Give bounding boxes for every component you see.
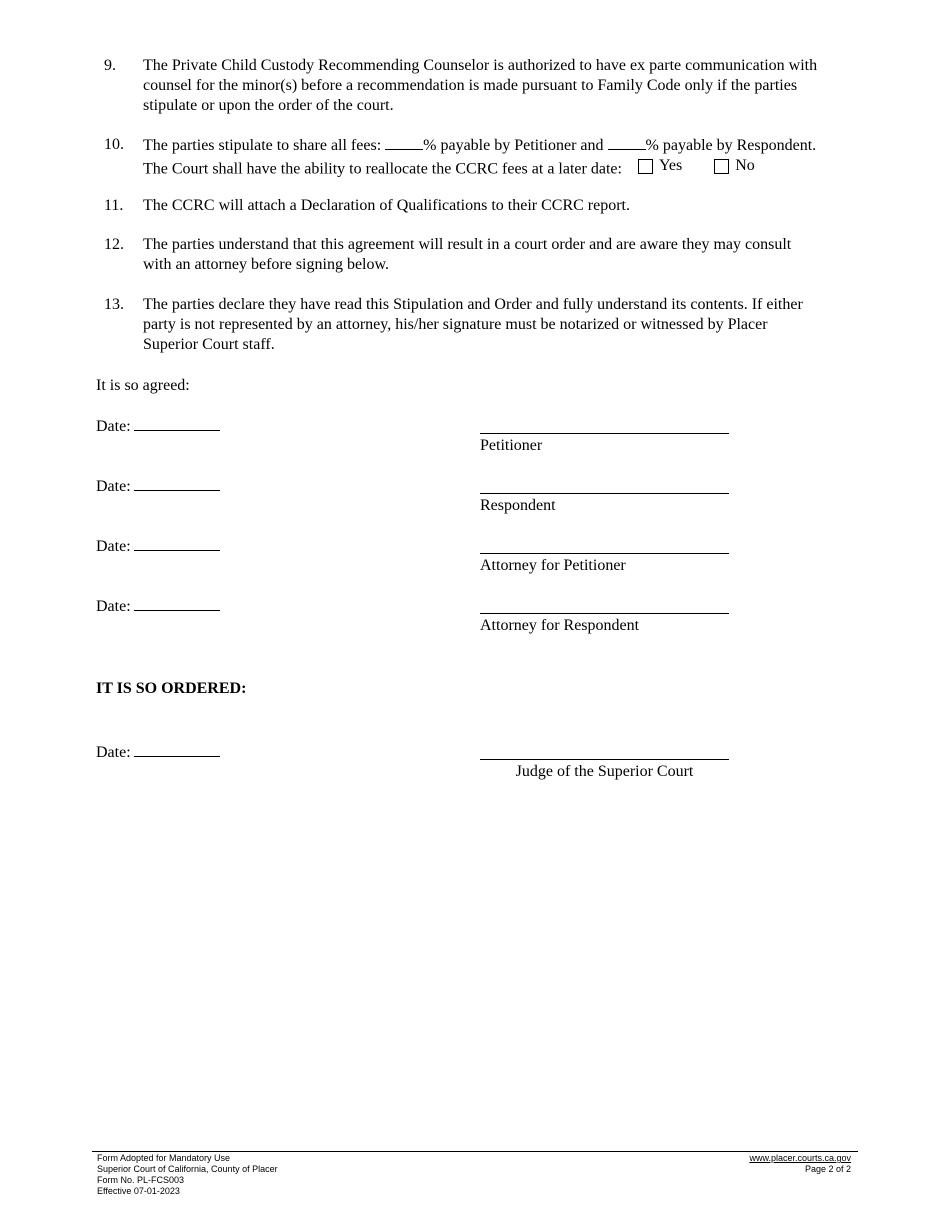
footer-left <box>97 1153 278 1197</box>
item-text <box>143 196 873 216</box>
agreed-heading: It is so agreed: <box>96 377 190 394</box>
date-label: Date: <box>96 418 131 435</box>
realloc-text: The Court shall have the ability to reallocate the CCRC fees at a later date: <box>143 160 622 178</box>
footer-line: Form Adopted for Mandatory Use <box>97 1153 231 1163</box>
no-label: No <box>735 157 755 174</box>
attorney-petitioner-label: Attorney for Petitioner <box>480 557 626 574</box>
date-blank[interactable] <box>134 476 220 491</box>
respondent-percent-field[interactable] <box>608 135 646 150</box>
attorney-petitioner-signature-line[interactable] <box>480 553 729 554</box>
yes-option[interactable] <box>638 156 682 176</box>
date-label: Date: <box>96 478 131 495</box>
text-line: The Private Child Custody Recommending Counselor is authorized to have ex parte communication with <box>143 57 818 74</box>
date-blank[interactable] <box>134 536 220 551</box>
website-link[interactable]: www.placer.courts.ca.gov <box>749 1153 851 1163</box>
date-field-judge[interactable] <box>96 742 220 763</box>
footer-line: Form No. PL-FCS003 <box>97 1175 185 1185</box>
fees-line <box>143 135 873 156</box>
judge-signature-line[interactable] <box>480 759 729 760</box>
yes-label: Yes <box>658 157 683 174</box>
no-checkbox[interactable] <box>714 159 729 174</box>
item-number: 12. <box>104 236 124 253</box>
judge-label: Judge of the Superior Court <box>515 763 694 780</box>
fees-text: The parties stipulate to share all fees: <box>143 137 382 154</box>
text-line: Superior Court staff. <box>143 336 275 353</box>
fees-text: % payable by Respondent. <box>645 137 817 154</box>
item-text <box>143 56 873 116</box>
date-label: Date: <box>96 598 131 615</box>
item-number: 10. <box>104 136 124 153</box>
footer-line: Superior Court of California, County of Placer <box>97 1164 278 1174</box>
date-blank[interactable] <box>134 742 220 757</box>
item-number: 11. <box>104 197 124 214</box>
petitioner-percent-field[interactable] <box>385 135 423 150</box>
date-field-attorney-respondent[interactable] <box>96 596 220 617</box>
attorney-respondent-label: Attorney for Respondent <box>480 617 640 634</box>
date-field-attorney-petitioner[interactable] <box>96 536 220 557</box>
date-blank[interactable] <box>134 416 220 431</box>
item-number: 9. <box>104 57 116 74</box>
respondent-label: Respondent <box>480 497 556 514</box>
text-line: stipulate or upon the order of the court. <box>143 97 394 114</box>
respondent-signature-line[interactable] <box>480 493 729 494</box>
no-option[interactable] <box>714 156 755 176</box>
fees-text: % payable by Petitioner and <box>423 137 604 154</box>
page-number: Page 2 of 2 <box>804 1164 851 1174</box>
item-text <box>143 235 873 275</box>
date-field-respondent[interactable] <box>96 476 220 497</box>
footer-line: Effective 07-01-2023 <box>97 1186 180 1196</box>
date-label: Date: <box>96 538 131 555</box>
date-field-petitioner[interactable] <box>96 416 220 437</box>
item-number: 13. <box>104 296 124 313</box>
date-blank[interactable] <box>134 596 220 611</box>
item-text <box>143 135 873 180</box>
text-line: The parties declare they have read this Stipulation and Order and fully understand its contents. If either <box>143 296 803 313</box>
petitioner-signature-line[interactable] <box>480 433 729 434</box>
text-line: party is not represented by an attorney, his/her signature must be notarized or witnessed by Placer <box>143 316 768 333</box>
date-label: Date: <box>96 744 131 761</box>
yes-checkbox[interactable] <box>638 159 653 174</box>
ordered-heading: IT IS SO ORDERED: <box>96 680 247 697</box>
item-text <box>143 295 873 355</box>
text-line: counsel for the minor(s) before a recommendation is made pursuant to Family Code only if the parties <box>143 77 798 94</box>
text-line: with an attorney before signing below. <box>143 256 390 273</box>
footer-rule <box>92 1151 858 1152</box>
footer-right <box>749 1153 851 1175</box>
realloc-line <box>143 156 873 180</box>
text-line: The parties understand that this agreement will result in a court order and are aware they may consult <box>143 236 792 253</box>
text-line: The CCRC will attach a Declaration of Qualifications to their CCRC report. <box>143 197 630 214</box>
petitioner-label: Petitioner <box>480 437 543 454</box>
attorney-respondent-signature-line[interactable] <box>480 613 729 614</box>
